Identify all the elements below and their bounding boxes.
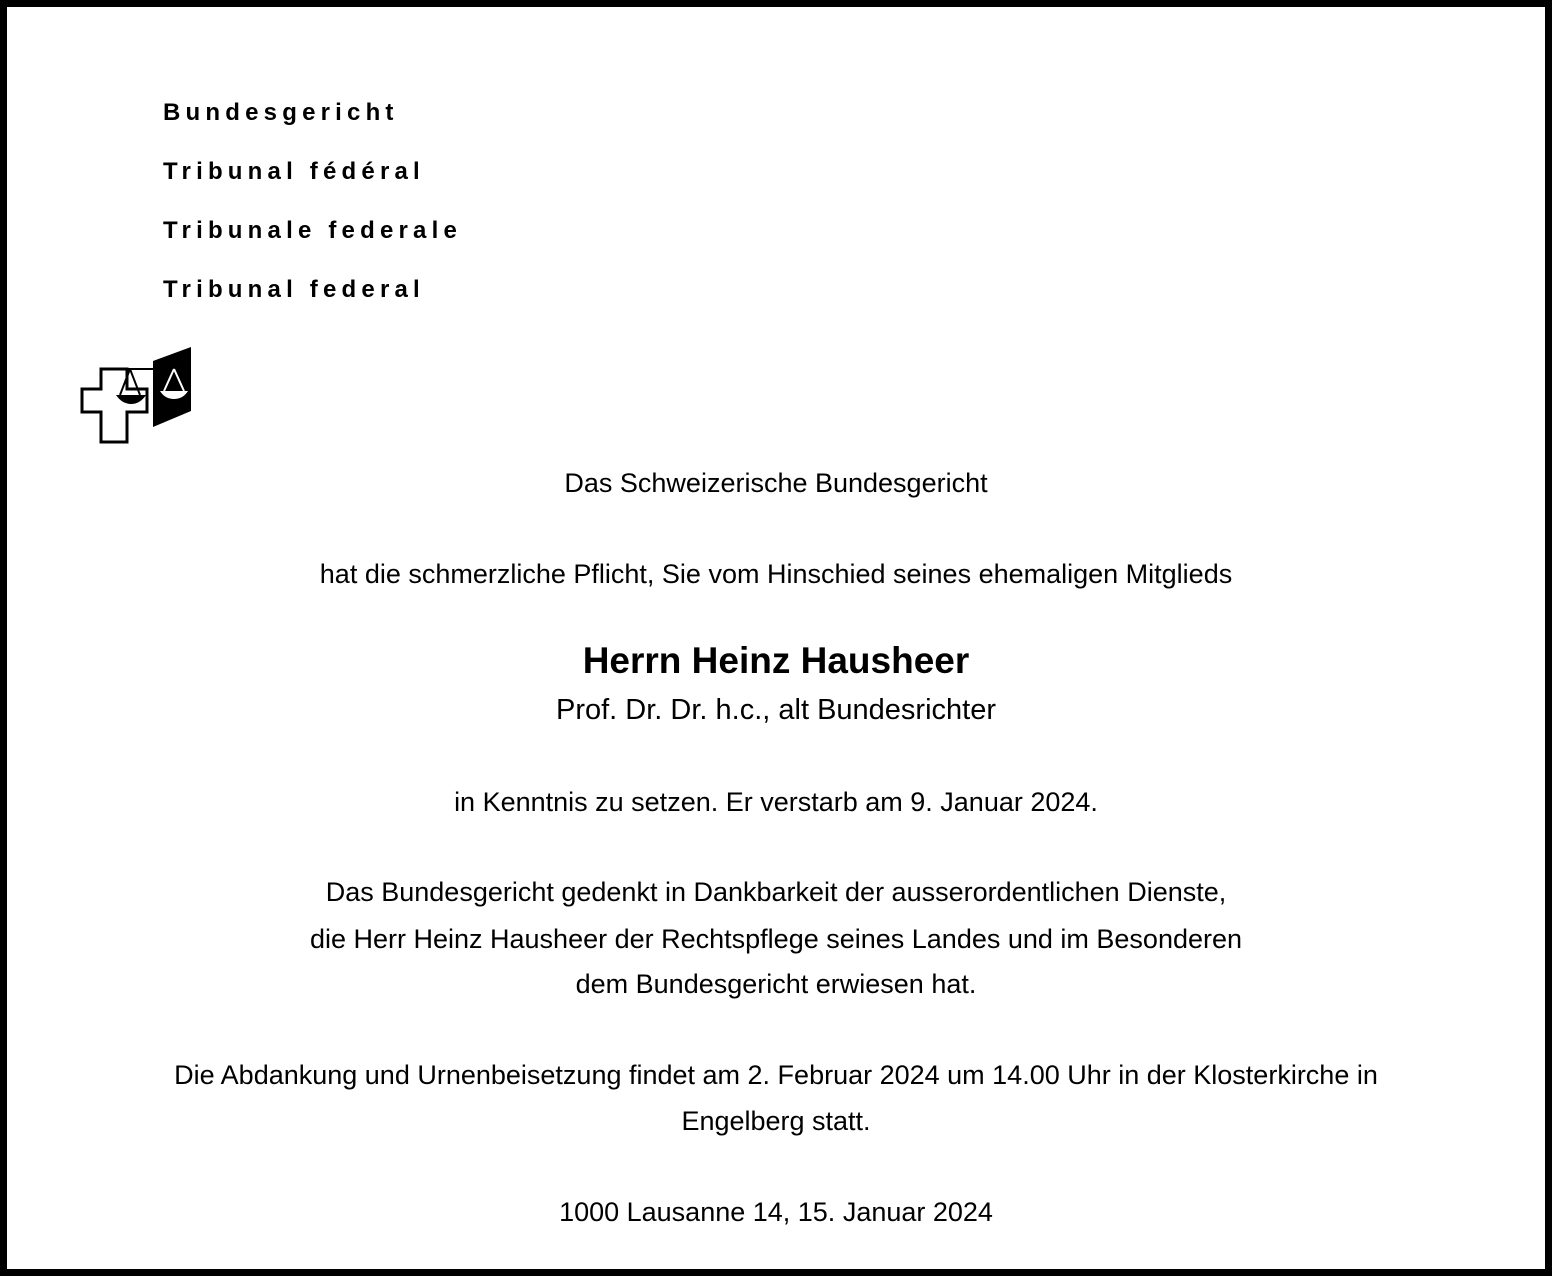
swiss-cross-scales-icon (80, 347, 194, 445)
notice-death: in Kenntnis zu setzen. Er verstarb am 9. Januar 2024. (454, 787, 1098, 817)
gratitude-line-1: Das Bundesgericht gedenkt in Dankbarkeit der ausserordentlichen Dienste, (325, 877, 1227, 907)
gratitude-line-2: die Herr Heinz Hausheer der Rechtspflege seines Landes und im Besonderen (309, 924, 1243, 954)
court-name-de: Bundesgericht (163, 99, 399, 126)
court-names (163, 98, 462, 334)
funeral-line-2: Engelberg statt. (681, 1106, 871, 1136)
notice-intro: Das Schweizerische Bundesgericht (564, 468, 988, 498)
place-date: 1000 Lausanne 14, 15. Januar 2024 (559, 1197, 993, 1227)
funeral-line-1: Die Abdankung und Urnenbeisetzung findet am 2. Februar 2024 um 14.00 Uhr in der Klosterkirche in (174, 1060, 1378, 1090)
court-name-rm: Tribunal federal (163, 276, 425, 303)
deceased-title: Prof. Dr. Dr. h.c., alt Bundesrichter (556, 694, 996, 726)
notice-duty: hat die schmerzliche Pflicht, Sie vom Hinschied seines ehemaligen Mitglieds (319, 559, 1233, 589)
court-name-fr: Tribunal fédéral (163, 158, 425, 185)
deceased-name: Herrn Heinz Hausheer (582, 640, 970, 681)
gratitude-line-3: dem Bundesgericht erwiesen hat. (575, 969, 977, 999)
court-name-it: Tribunale federale (163, 217, 463, 244)
